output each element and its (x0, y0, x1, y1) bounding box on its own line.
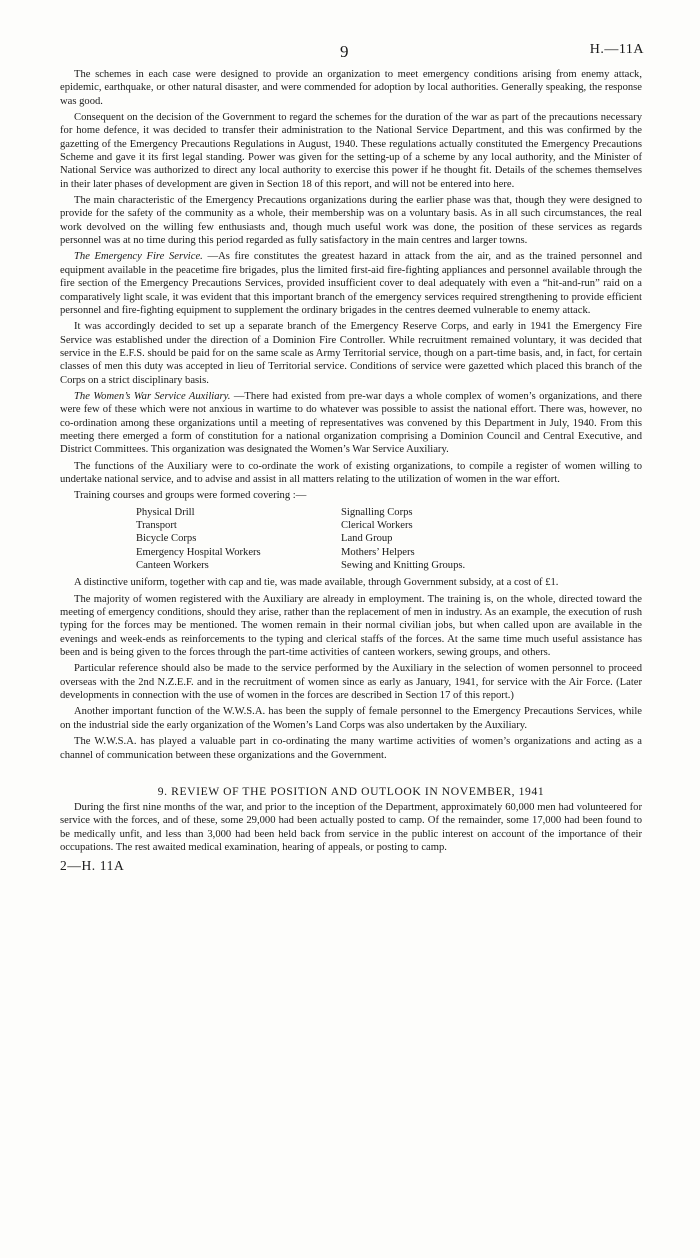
course-item: Physical Drill (136, 506, 195, 518)
page-header (60, 42, 642, 68)
paragraph-another-function: Another important function of the W.W.S.A. has been the supply of female personnel to the Emergency Precautions Services, while on the industrial side the early organization of the Women’s Land Corps was also undertaken by the Auxiliary. (60, 706, 642, 731)
womens-auxiliary-text: —There had existed from pre-war days a whole complex of women’s organizations, and there were few of these which were not anxious in wartime to do whatever was possible to assist the national effort. There was, however, no co-ordination among these organizations until a meeting of representatives was convened by this Department in July, 1940. From this meeting there emerged a form of constitution for a national organization comprising a Dominion Council and Central Executive, and District Committees. This organization was designated the Women’s War Service Auxiliary. (60, 390, 642, 456)
fire-service-text: —As fire constitutes the greatest hazard in attack from the air, and as the trained personnel and equipment available in the peacetime fire brigades, plus the limited first-aid fire-fighting appliances and personnel available through the fire section of the Emergency Precautions Services, provided insufficient cover to deal adequately with even a “hit-and-run” raid on a comparatively light scale, it was evident that this important branch of the emergency services required strengthening to provide efficient personnel and fire-fighting equipment to supplement the ordinary brigades in the centres deemed vulnerable to enemy attack. (60, 251, 642, 316)
paragraph-womens-war-service (60, 390, 642, 457)
paragraph-first-nine-months: During the first nine months of the war, and prior to the inception of the Department, approximately 60,000 men had volunteered for service with the forces, and of these, some 29,000 had been actually posted to camp. Of the remainder, some 17,000 had been found to be medically unfit, and less than 3,000 had been held back from service in the public interest on account of the importance of their occupations. The rest awaited medical examination, hearing of appeals, or posting to camp. (60, 801, 642, 853)
womens-auxiliary-title: The Women’s War Service Auxiliary. (74, 390, 231, 402)
paragraph-wwsa-role: The W.W.S.A. has played a valuable part in co-ordinating the many wartime activities of women’s organizations and acting as a channel of communication between these organizations and the Government. (60, 736, 642, 761)
course-item: Clerical Workers (341, 520, 413, 531)
course-item: Signalling Corps (341, 506, 413, 518)
course-item: Canteen Workers (136, 560, 209, 572)
training-courses-list (136, 506, 642, 573)
paragraph-reserve-corps: It was accordingly decided to set up a separate branch of the Emergency Reserve Corps, and early in 1941 the Emergency Fire Service was established under the direction of a Dominion Fire Controller. While recruitment remained voluntary, it was decided that service in the E.F.S. should be paid for on the same scale as Army Territorial service, though on a part-time basis, and, in fact, for certain classes of men this duty was accepted in lieu of Territorial service. Conditions of service were gazetted which placed this branch of the Corps on a strict disciplinary basis. (60, 321, 642, 386)
paragraph-government-decision: Consequent on the decision of the Government to regard the schemes for the duration of the war as part of the precautions necessary for home defence, it was decided to transfer their administration to the National Service Department, and this was confirmed by the gazetting of the Emergency Precautions Regulations in August, 1940. These regulations actually constituted the Emergency Precautions Scheme and gave it its first legal standing. Power was given for the setting-up of a scheme by any local authority, and the Minister of National Service was authorized to direct any local authority to exercise this power if he thought fit. Details of the schemes themselves in their later phases of development are given in Section 18 of this report, and will not be entered into here. (60, 112, 642, 190)
paragraph-training-courses: Training courses and groups were formed covering :— (74, 490, 307, 502)
paragraph-particular-reference: Particular reference should also be made to the service performed by the Auxiliary in the selection of women personnel to proceed overseas with the 2nd N.Z.E.F. and in the recruitment of women since as early as January, 1941, for service with the Air Force. (Later developments in connection with the use of women in the forces are described in Section 17 of this report.) (60, 663, 642, 702)
paragraph-auxiliary-functions: The functions of the Auxiliary were to co-ordinate the work of existing organizations, to compile a register of women willing to undertake national service, and to advise and assist in all matters relating to the utilization of women in the war effort. (60, 460, 642, 485)
course-item: Mothers’ Helpers (341, 546, 415, 558)
course-item: Emergency Hospital Workers (136, 546, 261, 558)
paragraph-majority-of-women: The majority of women registered with the Auxiliary are already in employment. The training is, on the whole, directed toward the meeting of emergency conditions, should they arise, rather than the replacement of men in industry. As an example, the execution of rush typing for the forces may be mentioned. The women remain in their normal civilian jobs, but when called upon are available in the evenings and week-ends as reinforcements to the typing and clerical staffs of the forces. At the same time much useful assistance has been and is being given to the forces through the part-time activities of canteen workers, sewing groups, and others. (60, 593, 642, 659)
course-item: Land Group (341, 533, 393, 545)
section-heading: 9. REVIEW OF THE POSITION AND OUTLOOK IN NOVEMBER, 1941 (157, 784, 545, 798)
course-item: Sewing and Knitting Groups. (341, 560, 466, 572)
paragraph-uniform: A distinctive uniform, together with cap and tie, was made available, through Government subsidy, at a cost of £1. (74, 577, 559, 589)
fire-service-title: The Emergency Fire Service. (74, 251, 203, 263)
page-number: 9 (340, 42, 349, 61)
paragraph-schemes: The schemes in each case were designed to provide an organization to meet emergency conditions arising from enemy attack, epidemic, earthquake, or other natural disaster, and were commended for adoption by local authorities. Generally speaking, the response was good. (60, 69, 642, 107)
paragraph-main-characteristic: The main characteristic of the Emergency Precautions organizations during the earlier phase was that, though they were designed to provide for the safety of the community as a whole, their membership was on a voluntary basis. As in all such circumstances, the real work devolved on the willing few enthusiasts and, though much useful work was done, the position of these services as regards personnel was at no time during this period regarded as fully satisfactory in the main centres and larger towns. (60, 195, 642, 247)
paragraph-emergency-fire-service (60, 250, 642, 317)
document-page (60, 42, 642, 874)
course-item: Bicycle Corps (136, 533, 197, 545)
page-signature: 2—H. 11A (60, 858, 125, 874)
course-item: Transport (136, 520, 177, 531)
document-reference: H.—11A (589, 42, 644, 57)
